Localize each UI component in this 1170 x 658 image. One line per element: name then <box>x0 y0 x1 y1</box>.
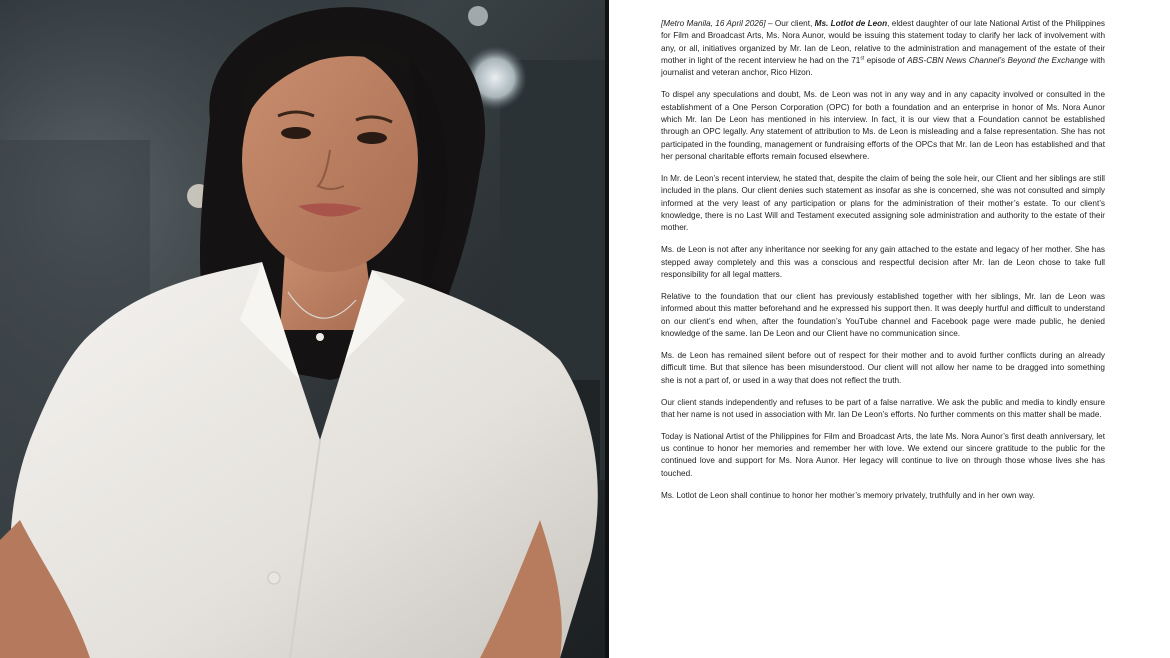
dateline: [Metro Manila, 16 April 2026] <box>661 19 766 28</box>
client-name: Ms. Lotlot de Leon <box>814 19 888 28</box>
statement-paragraph-9: Ms. Lotlot de Leon shall continue to honor her mother’s memory privately, truthfully and in her own way. <box>661 490 1035 500</box>
statement-paragraph-7: Our client stands independently and refuses to be part of a false narrative. We ask the public and media to kindly ensure that her name is not used in association with Mr. Ian De Leon’s efforts. No further comments on this matter shall be made. <box>661 397 1105 419</box>
show-title: ABS-CBN News Channel’s Beyond the Exchange <box>907 56 1088 66</box>
panel-divider <box>605 0 609 658</box>
statement-paragraph-4: Ms. de Leon is not after any inheritance nor seeking for any gain attached to the estate and legacy of her mother. She has stepped away completely and this was a conscious and respectful decision after Mr. Ian de Leon chose to take full responsibility for all legal matters. <box>661 245 1105 279</box>
statement-paragraph-6: Ms. de Leon has remained silent before out of respect for their mother and to avoid further conflicts during an already difficult time. But that silence has been misunderstood. Our client will not allow her name to be dragged into something she is not a part of, or used in a way that does not reflect the truth. <box>661 350 1105 385</box>
statement-paragraph-8: Today is National Artist of the Philippines for Film and Broadcast Arts, the late Ms. Nora Aunor’s first death anniversary, let us continue to honor her memories and remember her with love. We extend our sincere gratitude to the public for the continued love and support for Ms. Nora Aunor. Her legacy will continue to live on through those whose lives she has touched. <box>661 431 1105 478</box>
statement-paragraph-2: To dispel any speculations and doubt, Ms. de Leon was not in any way and in any capacity involved or consulted in the establishment of a One Person Corporation (OPC) for both a foundation and an enterprise in honor of Ms. Nora Aunor which Mr. Ian De Leon has mentioned in his interview. In fact, it is our view that a Foundation cannot be established through an OPC legally. Any statement of attribution to Ms. de Leon is misleading and a false representation. She has not participated in the founding, management or fundraising efforts of the OPCs that Mr. Ian de Leon has established and that her personal charitable efforts remain focused elsewhere. <box>661 90 1105 162</box>
statement-paragraph-1: [Metro Manila, 16 April 2026] – Our client, Ms. Lotlot de Leon, eldest daughter of our late National Artist of the Philippines for Film and Broadcast Arts, Ms. Nora Aunor, would be issuing this statement today to clarify her lack of involvement with any, or all, initiatives organized by Mr. Ian de Leon, relative to the administration and management of the estate of their mother in light of the recent interview he had on the 71st episode of ABS-CBN News Channel’s Beyond the Exchange with journalist and veteran anchor, Rico Hizon. <box>661 19 1105 78</box>
statement-paragraph-3: In Mr. de Leon’s recent interview, he stated that, despite the claim of being the sole heir, our Client and her siblings are still included in the plans. Our client denies such statement as insofar as she is concerned, she was not consulted and simply informed at the very least of any participation or plans for the administration of their mother’s estate. To our client’s knowledge, there is no Last Will and Testament executed assigning sole administration and authority to the estate of their mother. <box>661 173 1105 233</box>
statement-paragraph-5: Relative to the foundation that our client has previously established together with her siblings, Mr. Ian de Leon was informed about this matter beforehand and he expressed his support then. It was deeply hurtful and difficult to understand on our client’s end when, after the foundation’s YouTube channel and Facebook page were made public, he denied knowledge of the same. Ian De Leon and our Client have no communication since. <box>661 291 1105 338</box>
press-statement <box>661 18 1105 512</box>
